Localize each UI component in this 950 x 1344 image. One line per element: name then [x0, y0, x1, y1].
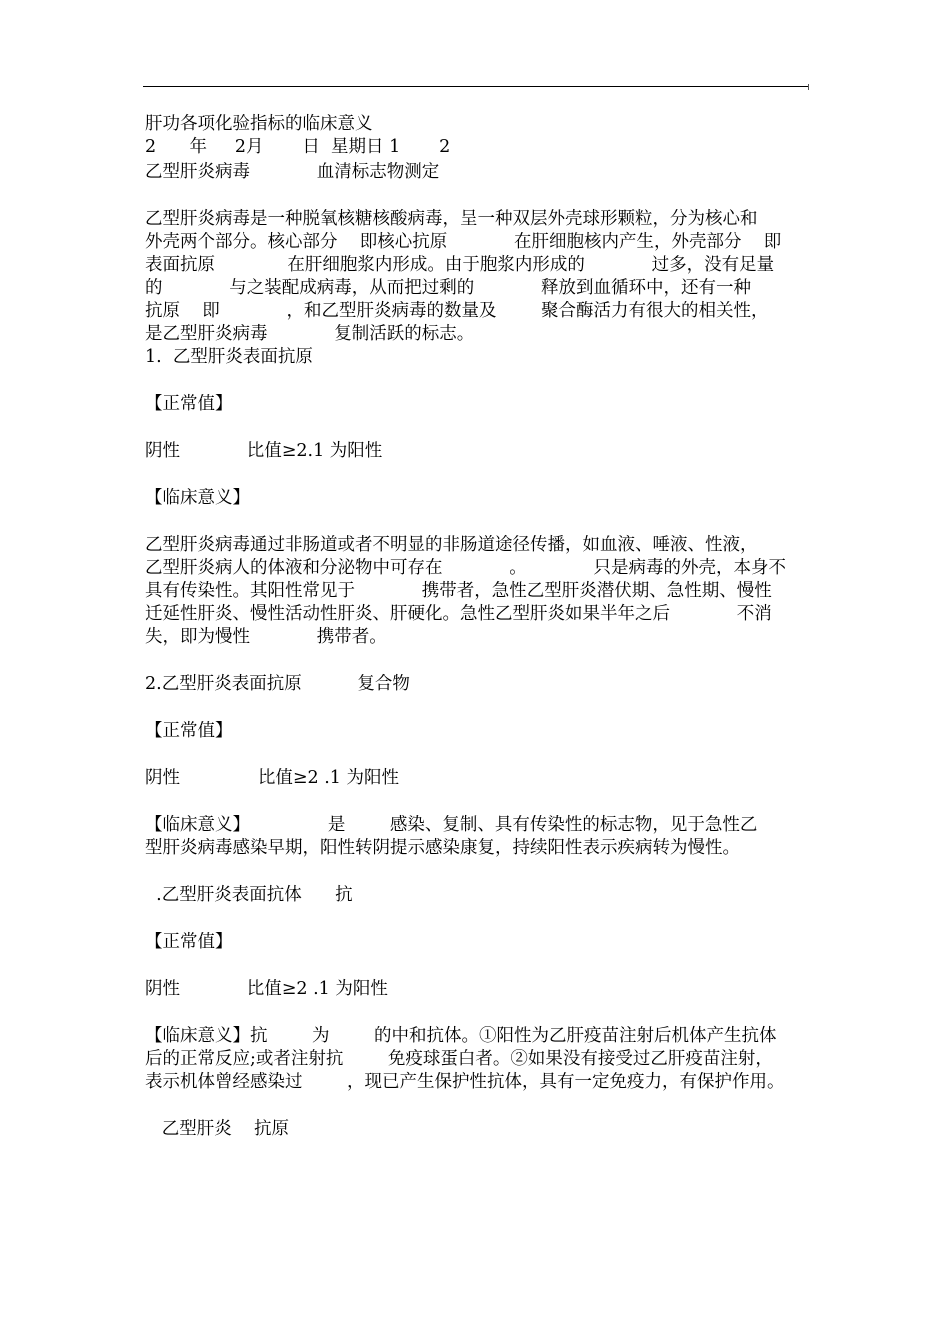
body-line: 失，即为慢性 携带者。: [145, 627, 387, 647]
normal-value-label: 【正常值】: [145, 394, 233, 414]
body-line: 乙型肝炎病毒通过非肠道或者不明显的非肠道途径传播，如血液、唾液、性液，: [145, 535, 758, 555]
section-heading: 乙型肝炎病毒 血清标志物测定: [145, 162, 440, 182]
normal-value: 阴性 比值≥2 .1 为阳性: [145, 979, 388, 999]
document-body: [145, 113, 809, 1141]
date-line: 2 年 2月 日 星期日 1 2: [145, 137, 451, 157]
clinical-significance-label: 【临床意义】: [145, 488, 250, 508]
intro-line: 乙型肝炎病毒是一种脱氧核糖核酸病毒，呈一种双层外壳球形颗粒，分为核心和: [145, 209, 758, 229]
intro-line: 表面抗原 在肝细胞浆内形成。由于胞浆内形成的 过多，没有足量: [145, 255, 775, 275]
item-heading: 乙型肝炎 抗原: [145, 1119, 289, 1139]
header-rule: [143, 86, 808, 87]
body-line: 迁延性肝炎、慢性活动性肝炎、肝硬化。急性乙型肝炎如果半年之后 不消: [145, 604, 772, 624]
normal-value: 阴性 比值≥2 .1 为阳性: [145, 768, 399, 788]
intro-line: 抗原 即 ，和乙型肝炎病毒的数量及 聚合酶活力有很大的相关性，: [145, 301, 769, 321]
item-heading: .乙型肝炎表面抗体 抗: [145, 885, 353, 905]
clinical-significance-line: 表示机体曾经感染过 ，现已产生保护性抗体，具有一定免疫力，有保护作用。: [145, 1072, 785, 1092]
normal-value: 阴性 比值≥2.1 为阳性: [145, 441, 383, 461]
header-rule-tick: [808, 84, 809, 90]
intro-line: 外壳两个部分。核心部分 即核心抗原 在肝细胞核内产生，外壳部分 即: [145, 232, 782, 252]
document-title: 肝功各项化验指标的临床意义: [145, 114, 373, 134]
clinical-significance-line: 后的正常反应;或者注射抗 免疫球蛋白者。②如果没有接受过乙肝疫苗注射，: [145, 1049, 773, 1069]
intro-line: 是乙型肝炎病毒 复制活跃的标志。: [145, 324, 475, 344]
item-heading: 2.乙型肝炎表面抗原 复合物: [145, 674, 410, 694]
body-line: 乙型肝炎病人的体液和分泌物中可存在 。 只是病毒的外壳，本身不: [145, 558, 787, 578]
body-line: 具有传染性。其阳性常见于 携带者，急性乙型肝炎潜伏期、急性期、慢性: [145, 581, 772, 601]
item-heading: 1. 乙型肝炎表面抗原: [145, 347, 313, 367]
clinical-significance-line: 【临床意义】 是 感染、复制、具有传染性的标志物，见于急性乙: [145, 815, 758, 835]
normal-value-label: 【正常值】: [145, 932, 233, 952]
clinical-significance-line: 【临床意义】抗 为 的中和抗体。①阳性为乙肝疫苗注射后机体产生抗体: [145, 1026, 777, 1046]
clinical-significance-line: 型肝炎病毒感染早期，阳性转阴提示感染康复，持续阳性表示疾病转为慢性。: [145, 838, 740, 858]
normal-value-label: 【正常值】: [145, 721, 233, 741]
intro-line: 的 与之装配成病毒，从而把过剩的 释放到血循环中，还有一种: [145, 278, 752, 298]
